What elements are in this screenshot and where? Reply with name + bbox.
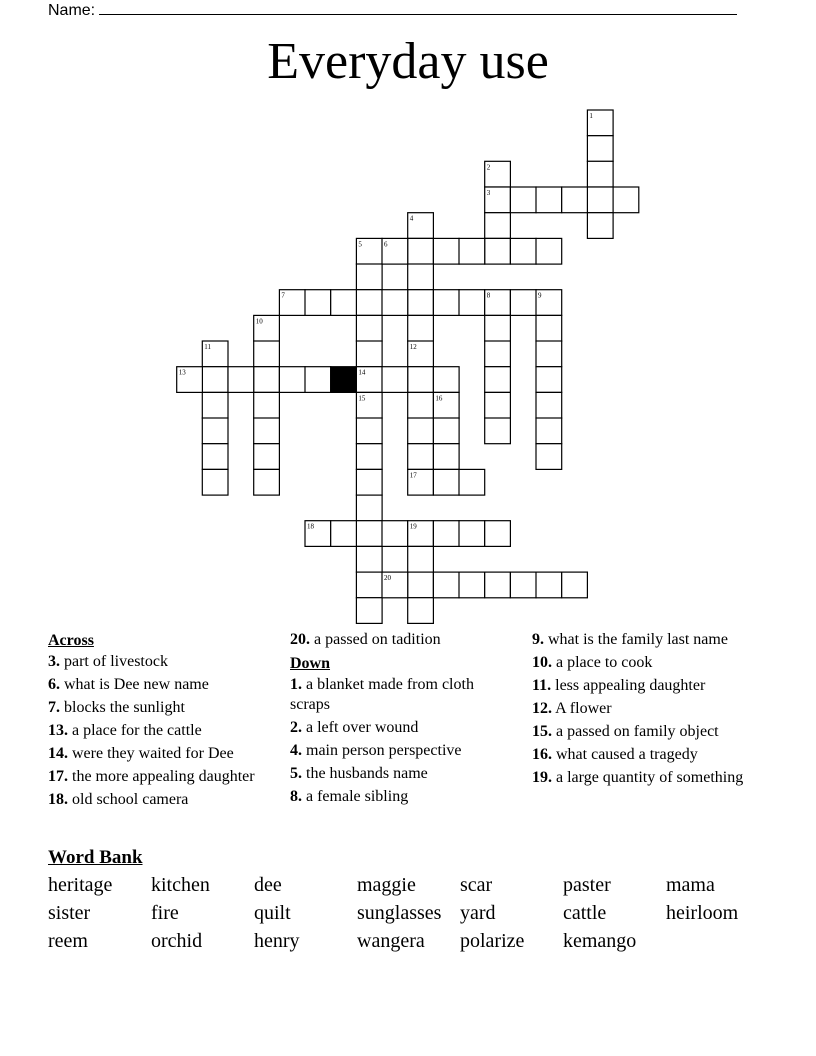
grid-cell[interactable] (433, 572, 459, 598)
grid-cell[interactable] (536, 238, 562, 264)
word-bank (48, 874, 769, 958)
grid-cell[interactable] (202, 444, 228, 470)
clue-number-label: 19 (409, 522, 417, 531)
grid-cell[interactable] (202, 469, 228, 495)
grid-cell[interactable] (459, 290, 485, 316)
clue-number-label: 5 (358, 240, 362, 249)
grid-cell[interactable] (279, 367, 305, 393)
grid-cell[interactable] (331, 521, 357, 547)
clue-item (290, 630, 510, 650)
word-bank-item: heritage (48, 874, 113, 896)
clue-text: a female sibling (302, 788, 409, 805)
across-heading: Across (48, 632, 94, 649)
grid-cell[interactable] (408, 418, 434, 444)
grid-cell[interactable] (228, 367, 254, 393)
clue-number: 15. (532, 723, 552, 740)
word-bank-item: maggie (357, 874, 416, 896)
word-bank-item: scar (460, 874, 493, 896)
clue-number: 11. (532, 677, 552, 694)
clue-text: a place to cook (552, 654, 653, 671)
grid-cell[interactable] (408, 264, 434, 290)
clue-number-label: 20 (384, 574, 391, 583)
grid-cell[interactable] (356, 521, 382, 547)
grid-cell[interactable] (510, 238, 536, 264)
clue-number-label: 8 (486, 291, 491, 300)
grid-cell[interactable] (433, 521, 459, 547)
grid-cell[interactable] (356, 341, 382, 367)
grid-cell[interactable] (536, 315, 562, 341)
grid-cell[interactable] (485, 213, 511, 239)
grid-cell[interactable] (613, 187, 639, 213)
clue-text: a blanket made from cloth scraps (290, 676, 474, 713)
page-title: Everyday use (267, 33, 549, 90)
word-bank-item: wangera (357, 930, 425, 952)
grid-cell[interactable] (459, 469, 485, 495)
clue-text: part of livestock (60, 653, 168, 670)
grid-cell[interactable] (485, 315, 511, 341)
clue-number: 13. (48, 722, 68, 739)
clues-column-1 (48, 630, 278, 813)
clue-item (48, 721, 278, 741)
grid-cell[interactable] (254, 367, 280, 393)
clue-item (290, 764, 510, 784)
word-bank-item: sister (48, 902, 91, 924)
clue-number-label: 1 (589, 112, 593, 120)
clue-text: the husbands name (302, 765, 428, 782)
clue-item (290, 675, 510, 715)
word-bank-item: henry (254, 930, 300, 952)
grid-cell[interactable] (408, 572, 434, 598)
grid-cell[interactable] (408, 392, 434, 418)
down-heading: Down (290, 655, 331, 672)
grid-cell[interactable] (408, 546, 434, 572)
grid-cell[interactable] (356, 469, 382, 495)
clue-item (48, 790, 278, 810)
word-bank-item: paster (563, 874, 611, 896)
grid-cell[interactable] (305, 367, 331, 393)
clue-text: were they waited for Dee (68, 745, 234, 762)
clue-item (48, 767, 278, 787)
clue-number: 16. (532, 746, 552, 763)
clue-number-label: 15 (358, 394, 366, 403)
grid-cell[interactable] (408, 290, 434, 316)
word-bank-item: reem (48, 930, 88, 952)
grid-cell[interactable] (485, 341, 511, 367)
clue-item (532, 630, 757, 650)
grid-cell[interactable] (408, 315, 434, 341)
clue-text: old school camera (68, 791, 189, 808)
grid-cell[interactable] (433, 238, 459, 264)
grid-cell[interactable] (202, 392, 228, 418)
grid-cell[interactable] (433, 469, 459, 495)
grid-cell[interactable] (433, 367, 459, 393)
clue-text: a large quantity of something (552, 769, 744, 786)
grid-cell[interactable] (485, 238, 511, 264)
grid-cell[interactable] (536, 418, 562, 444)
clue-text: less appealing daughter (551, 677, 706, 694)
clue-number: 18. (48, 791, 68, 808)
clue-number: 8. (290, 788, 302, 805)
grid-cell[interactable] (356, 598, 382, 624)
clue-text: what is the family last name (544, 631, 728, 648)
grid-cell[interactable] (587, 136, 613, 162)
clue-number-label: 18 (307, 522, 314, 531)
grid-cell[interactable] (382, 367, 408, 393)
word-bank-item: sunglasses (357, 902, 442, 924)
word-bank-item: yard (460, 902, 496, 924)
clue-number-label: 10 (255, 317, 263, 326)
word-bank-item: orchid (151, 930, 203, 952)
grid-cell[interactable] (356, 290, 382, 316)
grid-cell[interactable] (408, 598, 434, 624)
grid-cell[interactable] (536, 341, 562, 367)
clue-text: a passed on family object (552, 723, 719, 740)
grid-cell[interactable] (485, 367, 511, 393)
grid-cell[interactable] (254, 469, 280, 495)
grid-cell[interactable] (202, 367, 228, 393)
clue-number: 12. (532, 700, 552, 717)
clue-item (532, 768, 757, 788)
clue-text: a left over wound (302, 719, 419, 736)
clue-number: 7. (48, 699, 60, 716)
clue-number: 20. (290, 631, 310, 648)
clue-item (48, 675, 278, 695)
clue-number-label: 12 (409, 343, 417, 351)
clue-item (532, 745, 757, 765)
grid-cell[interactable] (305, 290, 331, 316)
clue-item (48, 652, 278, 672)
clue-number: 10. (532, 654, 552, 671)
clue-text: a passed on tadition (310, 631, 441, 648)
grid-cell[interactable] (485, 521, 511, 547)
grid-cell[interactable] (587, 187, 613, 213)
clue-number: 14. (48, 745, 68, 762)
grid-cell[interactable] (536, 187, 562, 213)
word-bank-title: Word Bank (48, 847, 143, 868)
word-bank-item: cattle (563, 902, 607, 924)
grid-cell[interactable] (536, 367, 562, 393)
grid-cell[interactable] (254, 444, 280, 470)
clue-number-label: 14 (358, 368, 366, 377)
word-bank-item: quilt (254, 902, 291, 924)
clue-number: 3. (48, 653, 60, 670)
grid-cell[interactable] (459, 238, 485, 264)
grid-cell-black (331, 367, 357, 393)
grid-cell[interactable] (356, 546, 382, 572)
grid-cell[interactable] (536, 572, 562, 598)
grid-cell[interactable] (510, 572, 536, 598)
grid-cell[interactable] (562, 572, 588, 598)
clues-column-3 (532, 630, 757, 791)
grid-cell[interactable] (485, 572, 511, 598)
grid-cell[interactable] (356, 572, 382, 598)
grid-cell[interactable] (510, 290, 536, 316)
clue-item (532, 653, 757, 673)
grid-cell[interactable] (433, 418, 459, 444)
word-bank-item: mama (666, 874, 715, 896)
word-bank-item: heirloom (666, 902, 739, 924)
clue-text: A flower (552, 700, 612, 717)
name-label: Name: (48, 2, 96, 19)
grid-cell[interactable] (254, 341, 280, 367)
clue-number-label: 13 (178, 368, 186, 377)
clue-item (48, 744, 278, 764)
clue-item (532, 722, 757, 742)
clue-number: 9. (532, 631, 544, 648)
grid-cell[interactable] (356, 264, 382, 290)
grid-cell[interactable] (356, 444, 382, 470)
clue-item (532, 699, 757, 719)
clue-number: 19. (532, 769, 552, 786)
grid-cell[interactable] (485, 392, 511, 418)
grid-cell[interactable] (433, 444, 459, 470)
clue-number-label: 2 (486, 163, 491, 172)
grid-cell[interactable] (202, 418, 228, 444)
clue-number-label: 11 (204, 343, 212, 351)
clue-number-label: 17 (409, 471, 417, 480)
grid-cell[interactable] (356, 315, 382, 341)
grid-cell[interactable] (408, 238, 434, 264)
clue-number-label: 16 (435, 394, 443, 403)
word-bank-item: polarize (460, 930, 525, 952)
clue-text: the more appealing daughter (68, 768, 255, 785)
grid-cell[interactable] (408, 367, 434, 393)
grid-cell[interactable] (536, 444, 562, 470)
grid-cell[interactable] (356, 495, 382, 521)
clue-number: 5. (290, 765, 302, 782)
clue-item (532, 676, 757, 696)
clue-text: main person perspective (302, 742, 462, 759)
grid-cell[interactable] (562, 187, 588, 213)
clue-number-label: 4 (409, 214, 414, 223)
clue-number-label: 9 (538, 291, 542, 300)
grid-cell[interactable] (254, 392, 280, 418)
grid-cell[interactable] (356, 418, 382, 444)
grid-cell[interactable] (433, 290, 459, 316)
clue-item (290, 787, 510, 807)
clue-number: 1. (290, 676, 302, 693)
grid-cell[interactable] (254, 418, 280, 444)
word-bank-item: kemango (563, 930, 637, 952)
clue-number-label: 7 (281, 291, 285, 300)
word-bank-item: kitchen (151, 874, 210, 896)
grid-cell[interactable] (459, 521, 485, 547)
clue-number: 17. (48, 768, 68, 785)
grid-cell[interactable] (536, 392, 562, 418)
grid-cell[interactable] (459, 572, 485, 598)
clue-text: what caused a tragedy (552, 746, 698, 763)
clue-item (290, 741, 510, 761)
word-bank-item: fire (151, 902, 179, 924)
grid-cell[interactable] (587, 213, 613, 239)
grid-cell[interactable] (587, 161, 613, 187)
clue-text: blocks the sunlight (60, 699, 185, 716)
clue-text: what is Dee new name (60, 676, 209, 693)
word-bank-item: dee (254, 874, 282, 896)
grid-cell[interactable] (408, 444, 434, 470)
grid-cell[interactable] (382, 290, 408, 316)
grid-cell[interactable] (485, 418, 511, 444)
clue-number: 4. (290, 742, 302, 759)
clue-number: 2. (290, 719, 302, 736)
clue-text: a place for the cattle (68, 722, 202, 739)
clue-number-label: 6 (384, 240, 388, 249)
clue-item (48, 698, 278, 718)
clue-number: 6. (48, 676, 60, 693)
grid-cell[interactable] (510, 187, 536, 213)
grid-cell[interactable] (382, 521, 408, 547)
clue-item (290, 718, 510, 738)
grid-cell[interactable] (331, 290, 357, 316)
clues-column-2 (290, 630, 510, 810)
clue-number-label: 3 (486, 189, 491, 197)
